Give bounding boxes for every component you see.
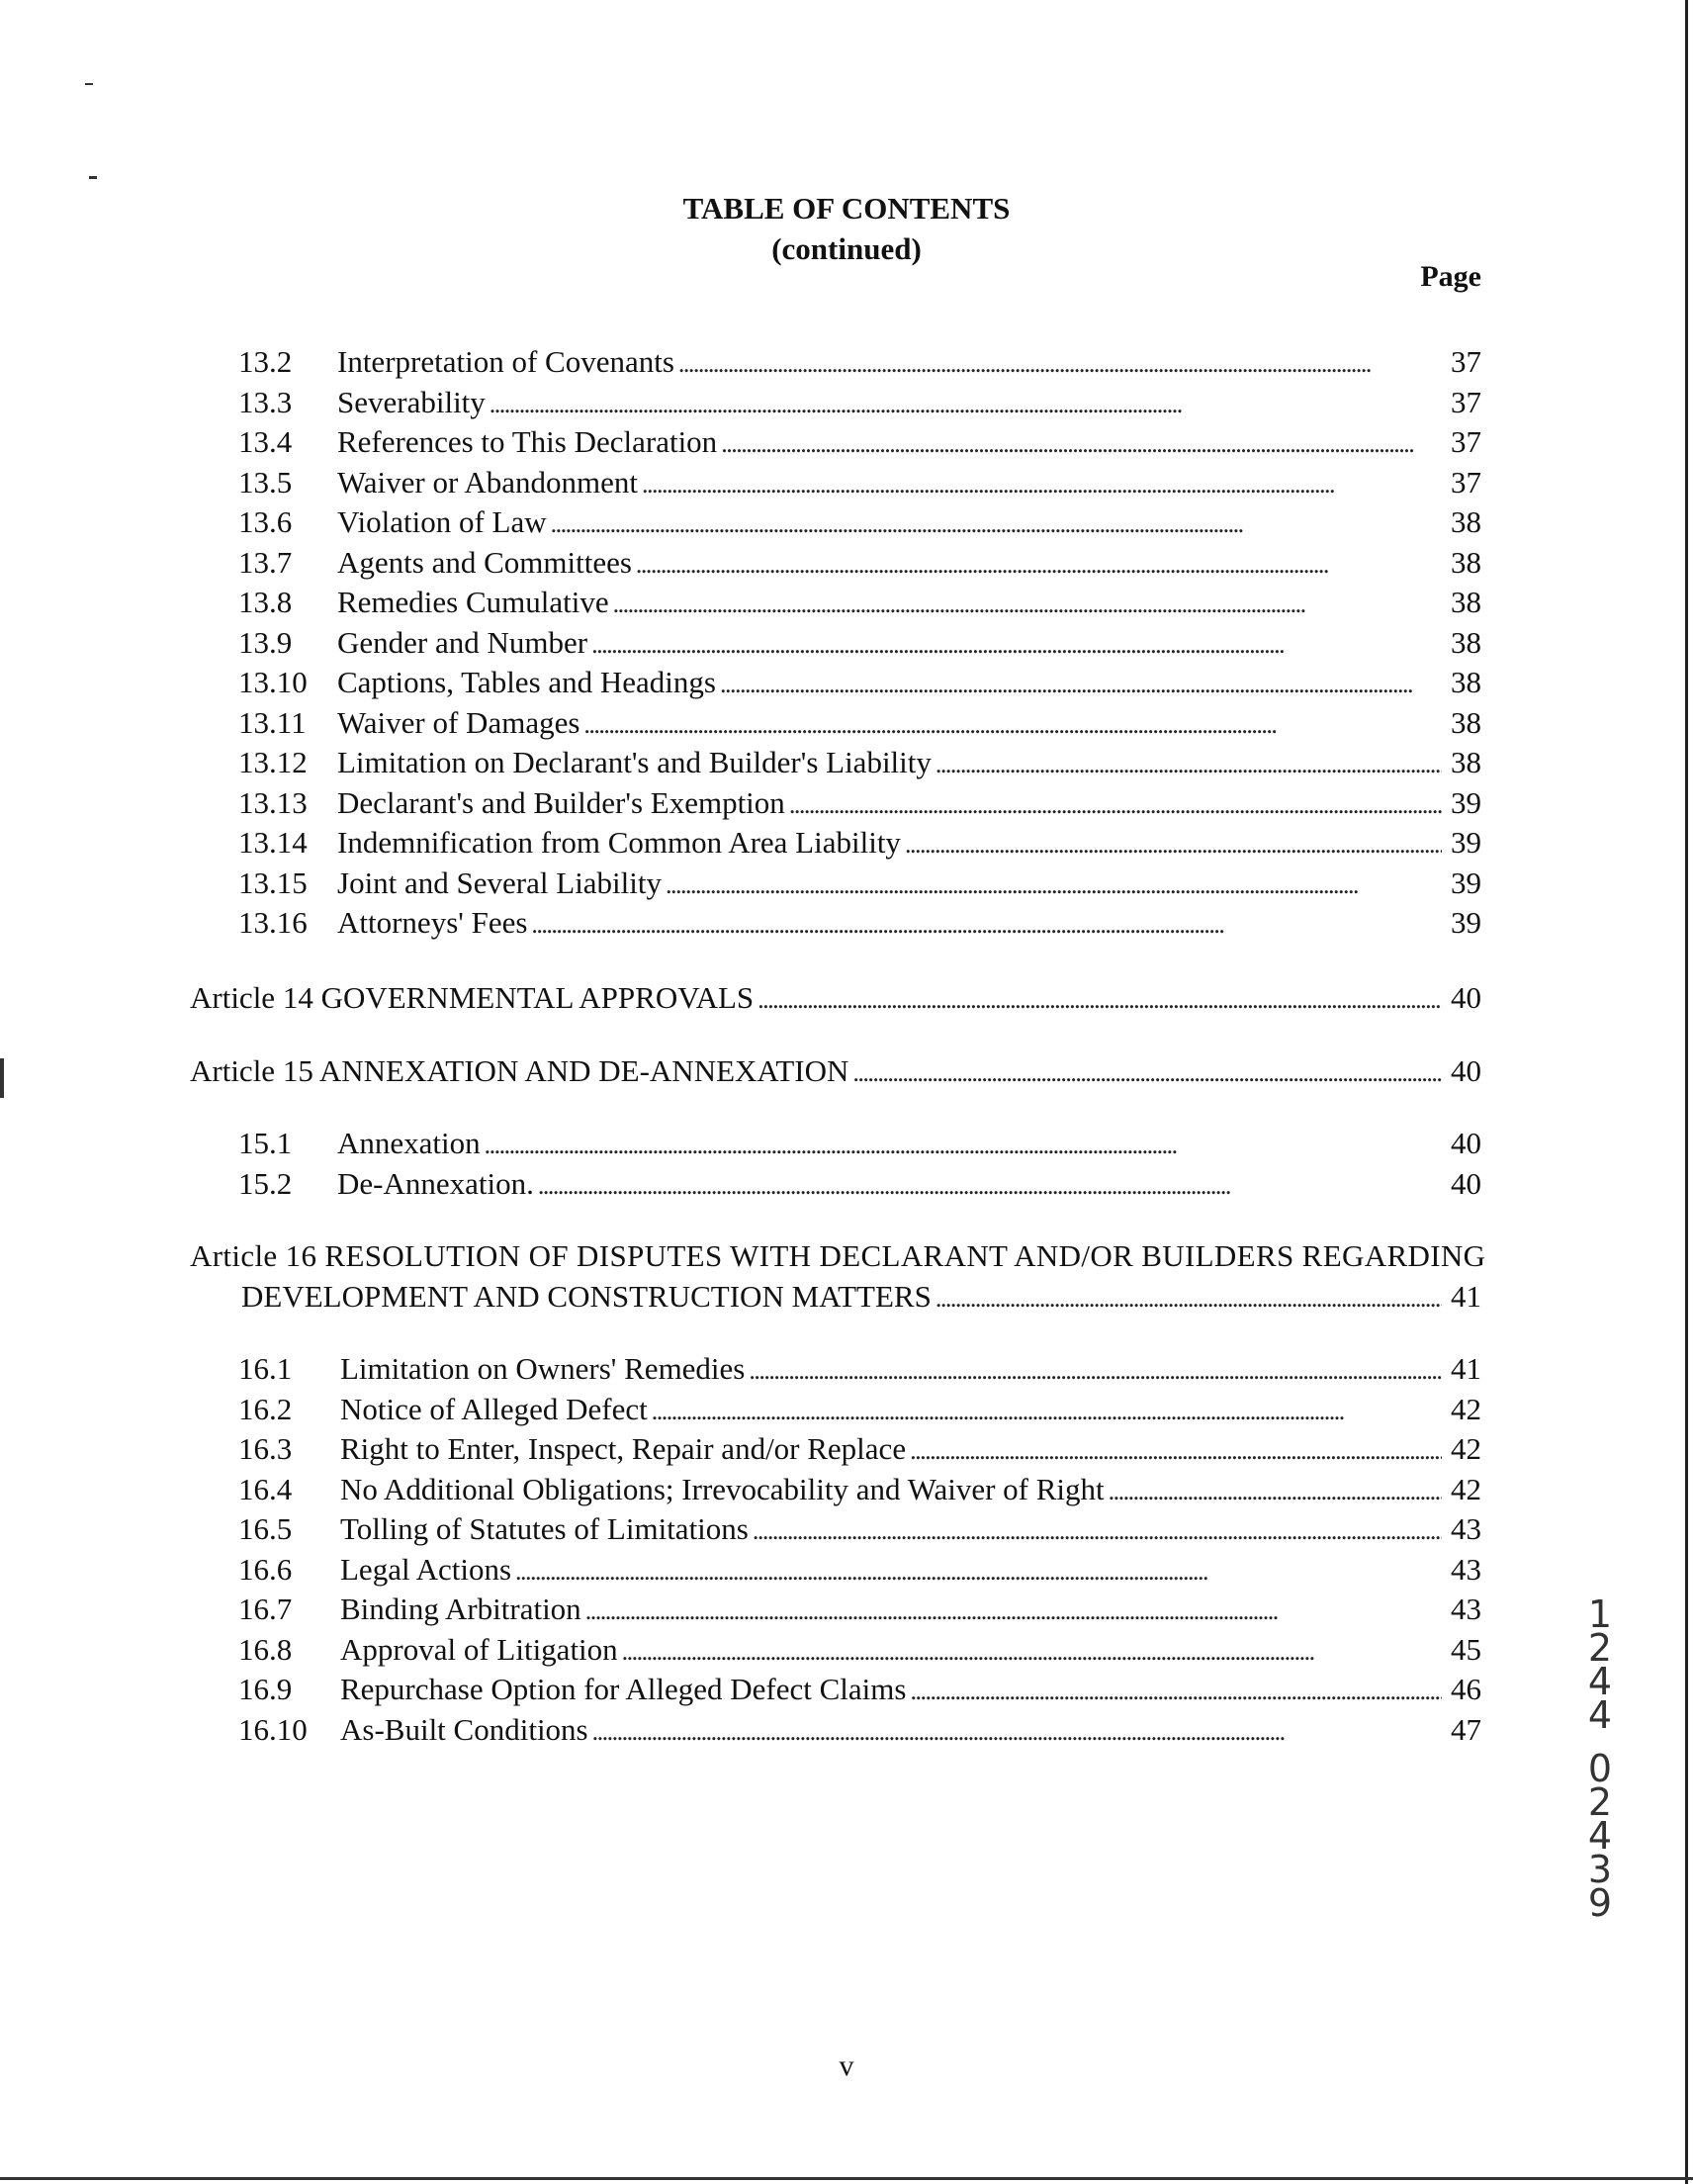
stamp-line-2: 02439 [1587, 1747, 1613, 1925]
dot-leader [622, 1632, 1442, 1668]
section-number: 16.7 [238, 1592, 293, 1626]
section-title: Severability [337, 384, 486, 419]
section-number: 16.8 [238, 1631, 293, 1667]
dot-leader [585, 1592, 1442, 1627]
dot-leader [636, 545, 1442, 581]
article-14-entry[interactable] [190, 980, 1481, 1020]
dot-leader [910, 1672, 1442, 1707]
toc-entry[interactable] [238, 745, 1481, 784]
section-title: Interpretation of Covenants [337, 344, 674, 379]
page-number: 38 [1451, 585, 1481, 619]
page-number: 38 [1451, 624, 1481, 660]
article-label: Article 14 GOVERNMENTAL APPROVALS [190, 980, 755, 1015]
section-title: References to This Declaration [337, 424, 718, 459]
dot-leader [583, 705, 1442, 741]
page-number: 47 [1451, 1711, 1481, 1747]
section-number: 13.2 [238, 344, 293, 379]
toc-entry[interactable] [238, 504, 1481, 544]
dot-leader [910, 1431, 1442, 1467]
section-number: 16.6 [238, 1551, 293, 1587]
toc-entry[interactable] [238, 1392, 1481, 1431]
section-title: Joint and Several Liability [337, 864, 663, 900]
toc-entry[interactable] [238, 825, 1481, 864]
article-16-entry[interactable] [241, 1279, 1481, 1319]
toc-entry[interactable] [238, 1351, 1481, 1391]
page-number: 42 [1451, 1431, 1481, 1466]
dot-leader [490, 385, 1442, 420]
section-number: 13.3 [238, 384, 293, 419]
toc-entry[interactable] [238, 665, 1481, 704]
section-number: 16.4 [238, 1471, 293, 1506]
dot-leader [551, 504, 1442, 540]
dot-leader [1109, 1472, 1442, 1507]
section-title: No Additional Obligations; Irrevocability and Waiver of Right [340, 1471, 1105, 1506]
dot-leader [905, 825, 1442, 861]
dot-leader [749, 1351, 1442, 1387]
section-number: 15.1 [238, 1126, 293, 1160]
dot-leader [852, 1053, 1442, 1089]
section-title: Legal Actions [340, 1551, 512, 1587]
section-number: 13.9 [238, 624, 293, 660]
page-number: 38 [1451, 704, 1481, 740]
section-number: 13.8 [238, 585, 293, 619]
section-number: 16.5 [238, 1511, 293, 1546]
dot-leader [757, 980, 1442, 1016]
section-title: Waiver of Damages [337, 704, 580, 740]
page-number: 43 [1451, 1551, 1481, 1587]
article-15-entry[interactable] [190, 1053, 1481, 1093]
stamp-line-1: 1244 [1587, 1592, 1613, 1737]
page-number: 39 [1451, 825, 1481, 860]
section-title: Declarant's and Builder's Exemption [337, 784, 785, 820]
page-number: 43 [1451, 1511, 1481, 1546]
page-edge-right [1685, 0, 1688, 2184]
section-title: Attorneys' Fees [337, 905, 528, 940]
page-number: 39 [1451, 864, 1481, 900]
page-number: 37 [1451, 424, 1481, 459]
page-number: 46 [1451, 1672, 1481, 1706]
toc-title: TABLE OF CONTENTS [682, 191, 1011, 226]
toc-entry[interactable] [238, 1511, 1481, 1551]
page-edge-bottom [0, 2177, 1693, 2180]
page-number: 40 [1451, 980, 1481, 1015]
toc-entry[interactable] [238, 1592, 1481, 1631]
section-title: Approval of Litigation [340, 1631, 618, 1667]
section-title: Indemnification from Common Area Liability [337, 825, 901, 860]
toc-entry[interactable] [238, 545, 1481, 585]
dot-leader [538, 1166, 1442, 1202]
page-number: 38 [1451, 504, 1481, 539]
section-title: Notice of Alleged Defect [340, 1391, 648, 1426]
footer-page-number: v [839, 2049, 854, 2082]
article-label: Article 15 ANNEXATION AND DE-ANNEXATION [190, 1053, 849, 1088]
page-number: 37 [1451, 384, 1481, 419]
page-number: 37 [1451, 344, 1481, 379]
section-title: Gender and Number [337, 624, 588, 660]
scan-speck [89, 176, 97, 179]
dot-leader [613, 585, 1442, 620]
section-title: Agents and Committees [337, 544, 632, 580]
section-title: Waiver or Abandonment [337, 464, 638, 500]
section-number: 13.7 [238, 544, 293, 580]
page-number: 38 [1451, 745, 1481, 779]
toc-entry[interactable] [238, 1672, 1481, 1711]
page-number: 38 [1451, 544, 1481, 580]
dot-leader [652, 1392, 1442, 1427]
dot-leader [591, 625, 1442, 661]
page-number: 42 [1451, 1471, 1481, 1506]
section-number: 13.6 [238, 504, 293, 539]
toc-entry[interactable] [238, 1632, 1481, 1672]
page-number: 39 [1451, 784, 1481, 820]
toc-entry[interactable] [238, 905, 1481, 945]
section-number: 13.11 [238, 704, 307, 740]
page-number: 39 [1451, 905, 1481, 940]
page-number: 37 [1451, 464, 1481, 500]
section-number: 16.2 [238, 1391, 293, 1426]
scan-speck [85, 83, 93, 85]
toc-entry[interactable] [238, 424, 1481, 464]
section-number: 13.12 [238, 745, 308, 779]
section-title: Tolling of Statutes of Limitations [340, 1511, 749, 1546]
toc-entry[interactable] [238, 1472, 1481, 1511]
section-title: Remedies Cumulative [337, 585, 609, 619]
section-number: 13.14 [238, 825, 308, 860]
section-title: As-Built Conditions [340, 1711, 588, 1747]
section-title: Captions, Tables and Headings [337, 665, 716, 699]
toc-entry[interactable] [238, 465, 1481, 504]
page-number: 40 [1451, 1165, 1481, 1201]
toc-entry[interactable] [238, 344, 1481, 384]
section-title: Limitation on Declarant's and Builder's Liability [337, 745, 932, 779]
page-column-label: Page [1420, 260, 1481, 293]
page-number: 43 [1451, 1592, 1481, 1626]
dot-leader [678, 344, 1442, 380]
section-number: 16.10 [238, 1711, 308, 1747]
section-number: 16.9 [238, 1672, 293, 1706]
section-title: Binding Arbitration [340, 1592, 581, 1626]
scan-speck [0, 1058, 4, 1098]
dot-leader [721, 424, 1442, 460]
section-title: Violation of Law [337, 504, 547, 539]
section-number: 13.5 [238, 464, 293, 500]
toc-entry[interactable] [238, 1166, 1481, 1206]
page-number: 40 [1451, 1053, 1481, 1088]
section-number: 13.13 [238, 784, 308, 820]
section-number: 16.3 [238, 1431, 293, 1466]
toc-entry[interactable] [238, 1552, 1481, 1592]
section-title: Repurchase Option for Alleged Defect Claims [340, 1672, 907, 1706]
section-title: Right to Enter, Inspect, Repair and/or Replace [340, 1431, 907, 1466]
dot-leader [642, 465, 1442, 500]
section-title: Limitation on Owners' Remedies [340, 1351, 746, 1386]
toc-entry[interactable] [238, 1712, 1481, 1752]
document-stamp [1580, 1592, 1620, 1925]
toc-entry[interactable] [238, 1431, 1481, 1471]
toc-entry[interactable] [238, 625, 1481, 665]
section-number: 13.16 [238, 905, 308, 940]
section-number: 13.4 [238, 424, 293, 459]
section-number: 15.2 [238, 1165, 293, 1201]
toc-entry[interactable] [238, 865, 1481, 905]
page-number: 45 [1451, 1631, 1481, 1667]
page-number: 40 [1451, 1126, 1481, 1160]
toc-entry[interactable] [238, 385, 1481, 424]
dot-leader [789, 785, 1442, 821]
dot-leader [753, 1511, 1442, 1547]
toc-entry[interactable] [238, 705, 1481, 745]
toc-entry[interactable] [238, 585, 1481, 624]
section-number: 13.10 [238, 665, 308, 699]
dot-leader [666, 865, 1442, 901]
dot-leader [485, 1126, 1442, 1161]
page-number: 38 [1451, 665, 1481, 699]
article-16-line1[interactable]: Article 16 RESOLUTION OF DISPUTES WITH DECLARANT AND/OR BUILDERS REGARDING [190, 1238, 1486, 1273]
dot-leader [531, 905, 1442, 941]
toc-subtitle: (continued) [771, 231, 922, 266]
dot-leader [515, 1552, 1442, 1588]
section-number: 13.15 [238, 864, 308, 900]
dot-leader [936, 1279, 1442, 1315]
page-number: 42 [1451, 1391, 1481, 1426]
section-number: 16.1 [238, 1351, 293, 1386]
dot-leader [936, 745, 1442, 780]
page-number: 41 [1451, 1351, 1481, 1386]
article-label: DEVELOPMENT AND CONSTRUCTION MATTERS [241, 1279, 932, 1314]
dot-leader [592, 1712, 1442, 1748]
section-title: Annexation [337, 1126, 481, 1160]
section-title: De-Annexation. [337, 1165, 534, 1201]
page-number: 41 [1451, 1279, 1481, 1314]
toc-entry[interactable] [238, 785, 1481, 825]
dot-leader [720, 665, 1442, 700]
toc-entry[interactable] [238, 1126, 1481, 1165]
